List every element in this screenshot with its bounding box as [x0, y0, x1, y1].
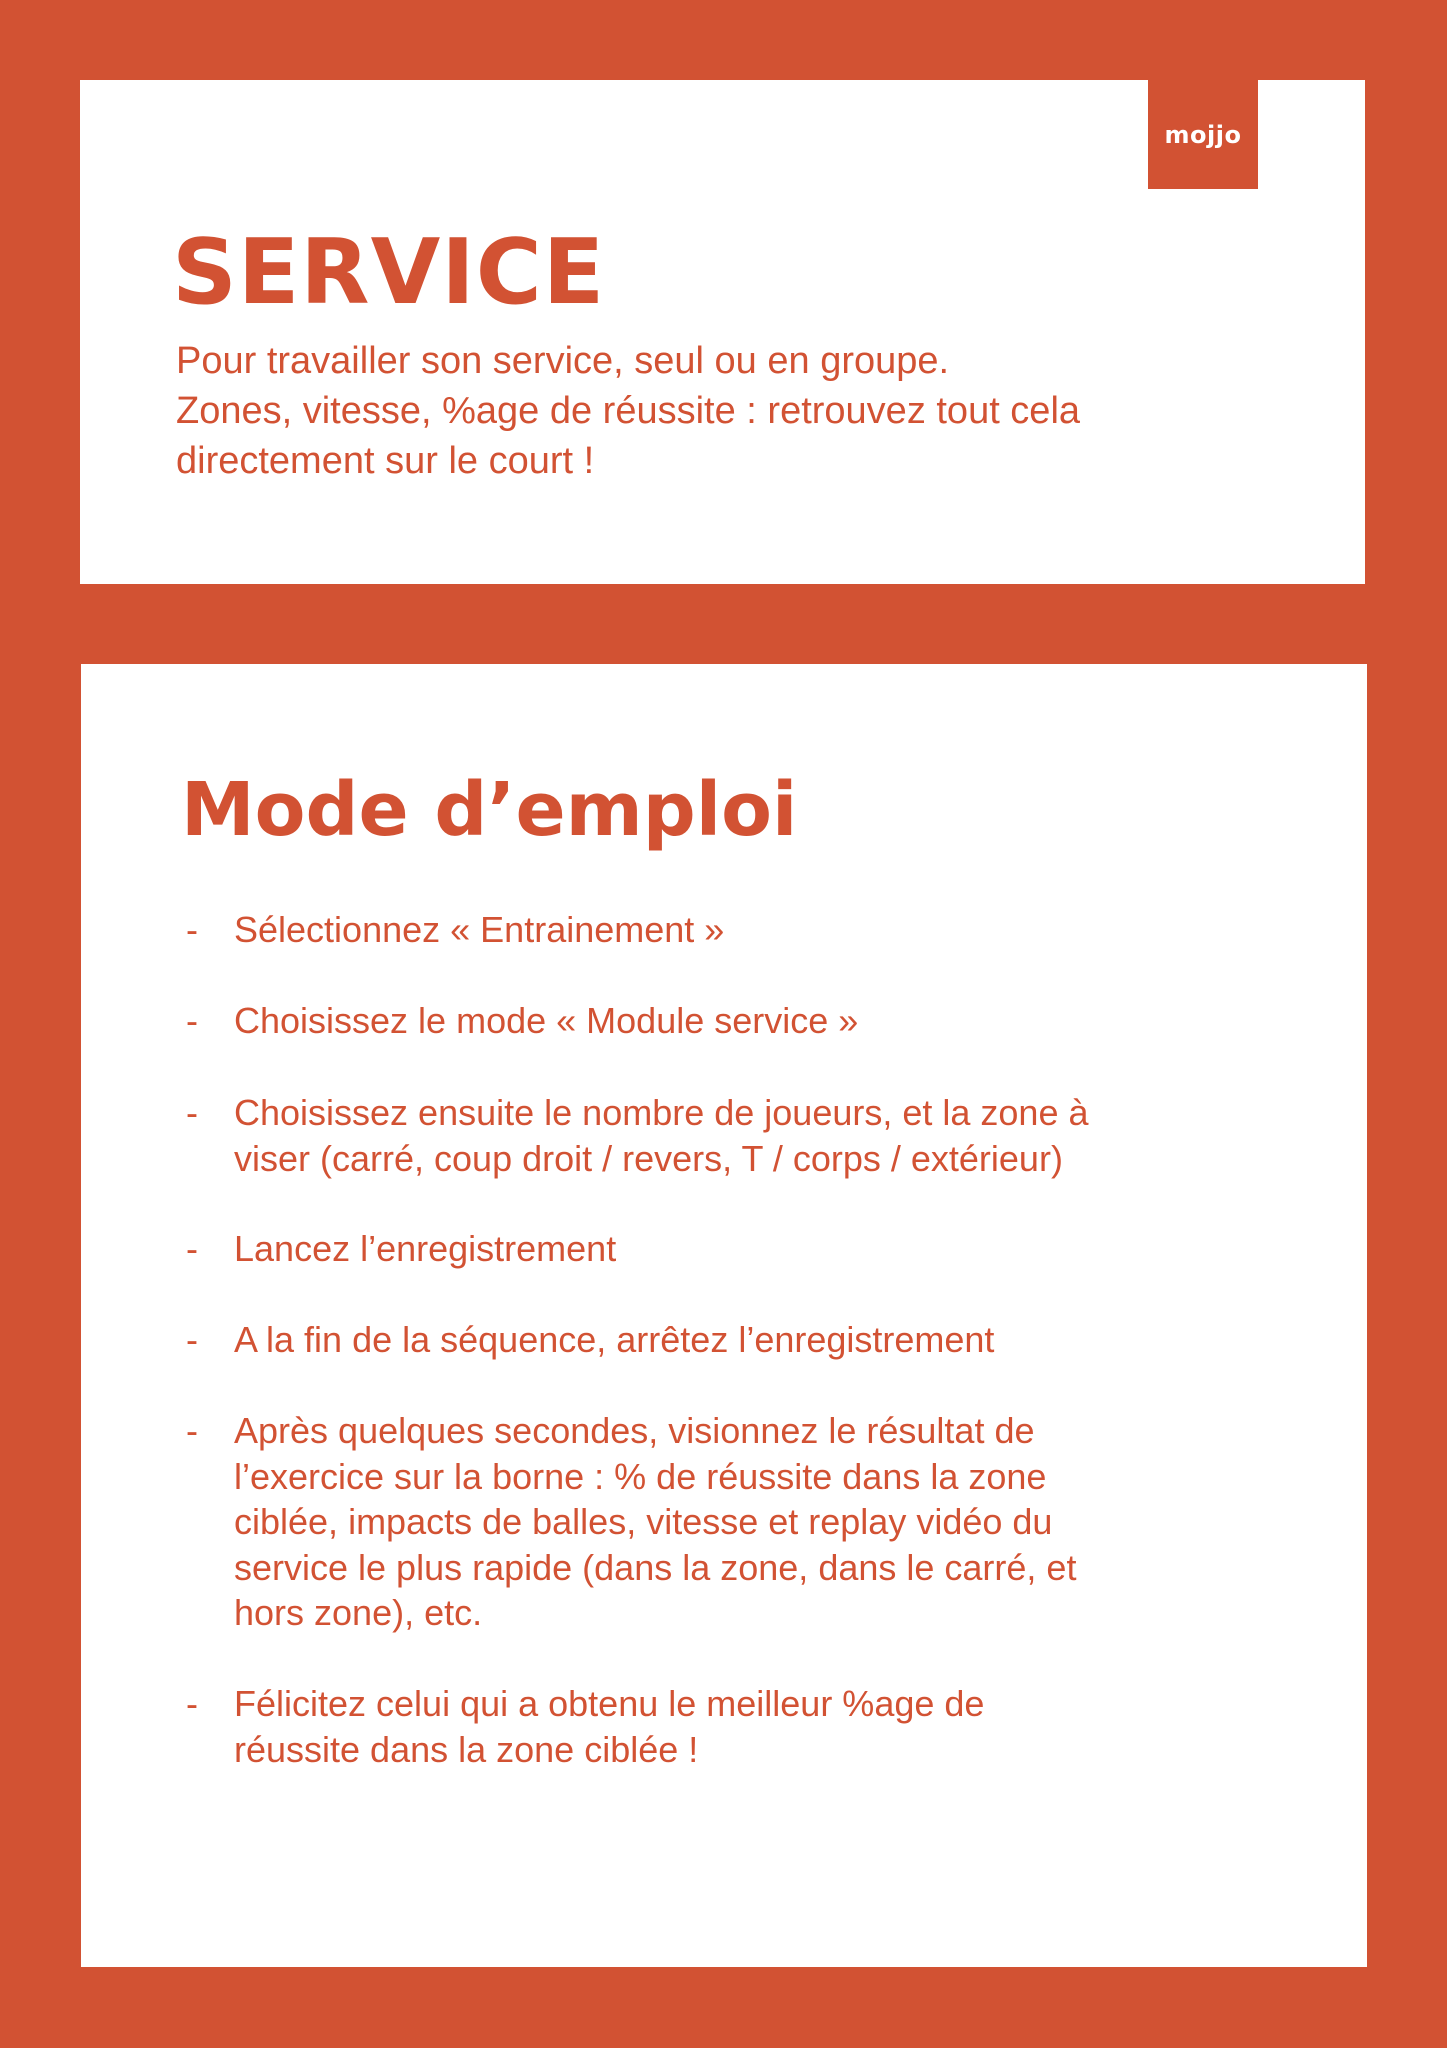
page-title: SERVICE — [172, 220, 606, 325]
step-item — [186, 1681, 1306, 1772]
intro-line: directement sur le court ! — [176, 440, 595, 482]
step-line: service le plus rapide (dans la zone, dans le carré, et — [234, 1546, 1077, 1588]
bullet-dash: - — [186, 1683, 198, 1724]
intro-line: Zones, vitesse, %age de réussite : retrouvez tout cela — [176, 390, 1081, 432]
section-title: Mode d’emploi — [181, 767, 798, 853]
bullet-dash: - — [186, 1410, 198, 1451]
step-item — [186, 998, 1306, 1044]
step-line: Choisissez le mode « Module service » — [234, 1000, 859, 1041]
step-line: Sélectionnez « Entrainement » — [234, 909, 725, 950]
bullet-dash: - — [186, 1092, 198, 1133]
step-line: A la fin de la séquence, arrêtez l’enregistrement — [234, 1319, 995, 1360]
step-item — [186, 907, 1306, 953]
intro-text — [176, 336, 1296, 486]
step-text — [234, 1090, 1306, 1181]
bullet-dash: - — [186, 1000, 198, 1041]
intro-line: Pour travailler son service, seul ou en groupe. — [176, 340, 950, 382]
step-text — [234, 907, 1306, 953]
step-line: hors zone), etc. — [234, 1592, 483, 1633]
step-text — [234, 1317, 1306, 1363]
step-line: Choisissez ensuite le nombre de joueurs, et la zone à — [234, 1092, 1089, 1133]
step-text — [234, 1226, 1306, 1272]
step-text — [234, 998, 1306, 1044]
bullet-dash: - — [186, 1228, 198, 1269]
step-line: l’exercice sur la borne : % de réussite dans la zone — [234, 1455, 1047, 1497]
step-item — [186, 1317, 1306, 1363]
step-line: viser (carré, coup droit / revers, T / corps / extérieur) — [234, 1137, 1063, 1179]
step-line: Après quelques secondes, visionnez le résultat de — [234, 1410, 1035, 1451]
logo-text: mojjo — [1164, 120, 1242, 149]
step-text — [234, 1681, 1306, 1772]
step-text — [234, 1408, 1306, 1636]
step-item — [186, 1226, 1306, 1272]
bullet-dash: - — [186, 1319, 198, 1360]
step-line: Félicitez celui qui a obtenu le meilleur %age de — [234, 1683, 985, 1724]
bullet-dash: - — [186, 909, 198, 950]
mojjo-logo — [1148, 80, 1258, 189]
step-line: ciblée, impacts de balles, vitesse et replay vidéo du — [234, 1501, 1053, 1542]
step-line: Lancez l’enregistrement — [234, 1228, 617, 1269]
step-line: réussite dans la zone ciblée ! — [234, 1728, 699, 1770]
step-item — [186, 1090, 1306, 1181]
step-item — [186, 1408, 1306, 1636]
